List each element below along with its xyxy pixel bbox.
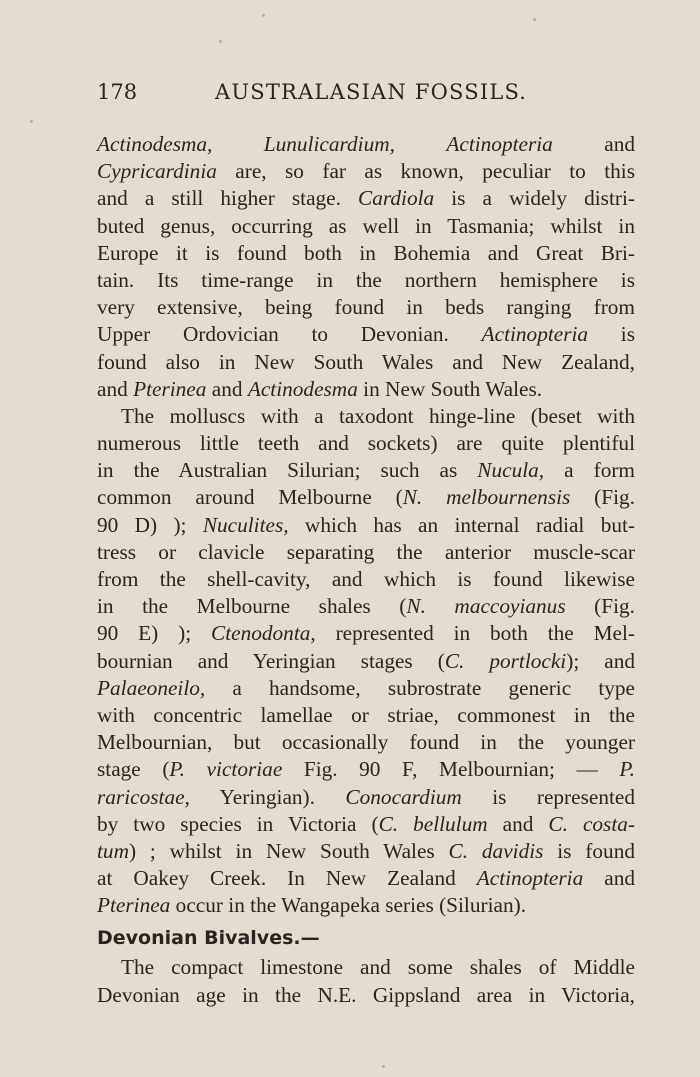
page-body [97,131,635,1009]
text-line: found also in New South Wales and New Zealand, [97,349,635,374]
text-line: from the shell-cavity, and which is found likewise [97,567,635,591]
text-line: Cypricardinia are, so far as known, peculiar to this [97,159,635,184]
paper-speck [262,14,265,17]
text-line: in the Melbourne shales (N. maccoyianus (Fig. [97,594,635,619]
text-line: Devonian age in the N.E. Gippsland area in Victoria, [97,982,635,1007]
running-head: AUSTRALASIAN FOSSILS. [215,80,528,104]
text-line: common around Melbourne (N. melbournensis (Fig. [97,485,635,510]
text-line: 90 E) ); Ctenodonta, represented in both the Mel- [97,621,636,646]
text-line: 90 D) ); Nuculites, which has an internal radial but- [97,512,635,537]
text-line: tress or clavicle separating the anterior muscle-scar [97,539,635,564]
text-line: raricostae, Yeringian). Conocardium is represented [97,784,635,809]
text-line: stage (P. victoriae Fig. 90 F, Melbournian; — P. [97,757,635,782]
text-line: with concentric lamellae or striae, commonest in the [97,702,635,727]
page-number: 178 [97,80,138,104]
paragraph-start-line: The compact limestone and some shales of Middle [121,955,635,980]
page-header [97,80,635,110]
text-line: numerous little teeth and sockets) are quite plentiful [97,431,635,456]
section-heading: Devonian Bivalves.— [97,927,320,950]
text-line: at Oakey Creek. In New Zealand Actinopteria and [97,866,636,891]
text-line: Upper Ordovician to Devonian. Actinopteria is [97,322,636,347]
text-line: Melbournian, but occasionally found in the younger [97,730,635,755]
paragraph-end-line: Pterinea occur in the Wangapeka series (Silurian). [97,893,527,918]
text-line: tain. Its time-range in the northern hemisphere is [97,267,635,292]
text-line: in the Australian Silurian; such as Nucula, a form [97,458,635,483]
text-line: buted genus, occurring as well in Tasmania; whilst in [97,213,635,238]
text-line: very extensive, being found in beds ranging from [97,295,635,320]
paper-speck [382,1065,385,1068]
text-line: tum) ; whilst in New South Wales C. davidis is found [97,838,635,863]
text-line: Actinodesma, Lunulicardium, Actinopteria and [97,132,636,156]
paper-speck [219,40,222,43]
paragraph-start-line: The molluscs with a taxodont hinge-line (beset with [121,403,635,428]
text-line: and a still higher stage. Cardiola is a widely distri- [97,186,635,211]
paragraph-end-line: and Pterinea and Actinodesma in New South Wales. [97,376,543,401]
text-line: Europe it is found both in Bohemia and Great Bri- [97,240,635,265]
text-line: by two species in Victoria (C. bellulum and C. costa- [97,811,636,836]
paper-speck [533,18,536,21]
text-line: bournian and Yeringian stages (C. portlocki); and [97,648,635,673]
paper-speck [30,120,33,123]
text-line: Palaeoneilo, a handsome, subrostrate generic type [97,675,635,700]
